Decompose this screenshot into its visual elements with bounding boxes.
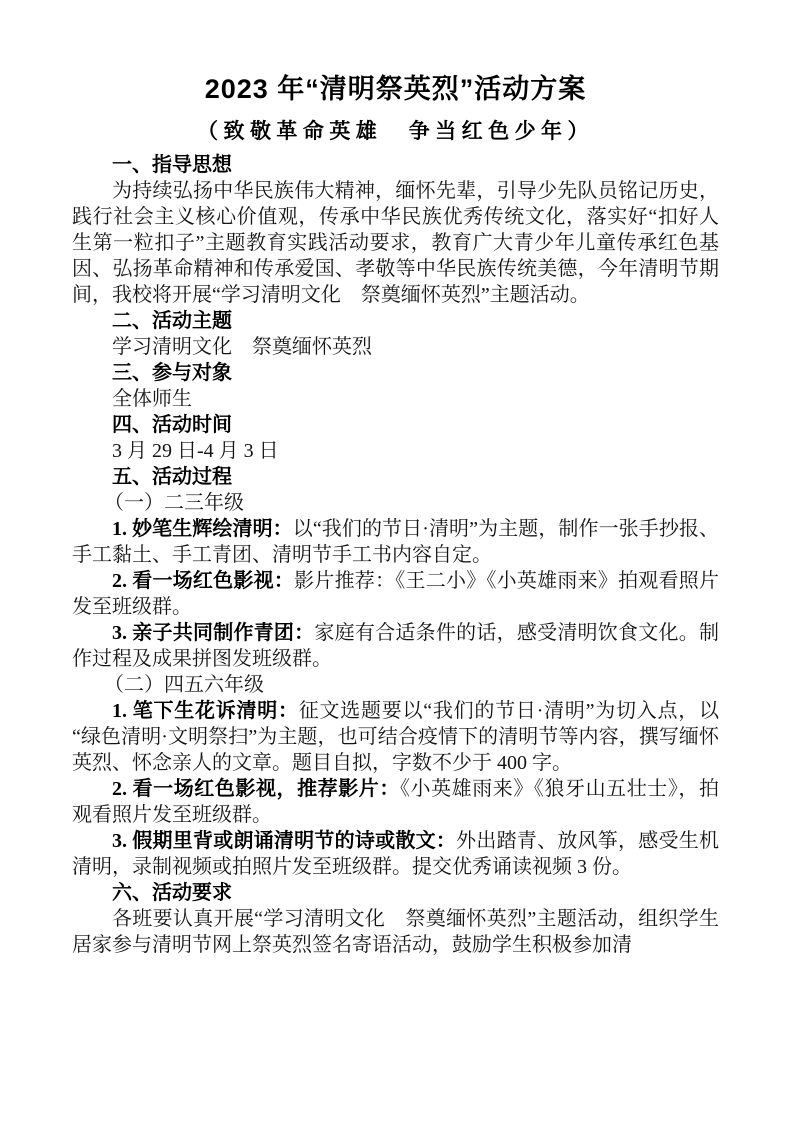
item-lead: 2. 看一场红色影视：	[112, 570, 295, 592]
text-activity-theme: 学习清明文化 祭奠缅怀英烈	[112, 336, 372, 358]
text-activity-time: 3 月 29 日-4 月 3 日	[112, 440, 279, 462]
heading-activity-process: 五、活动过程	[112, 466, 232, 488]
item-lead: 3. 假期里背或朗诵清明节的诗或散文：	[112, 830, 457, 852]
item-text: 征文选题要以“我们的节日·清明”为切入点，以“绿色清明·文明祭扫”为主题，也可结合疫情下的清明节等内容，撰写缅怀英烈、怀念亲人的文章。题目自拟，字数不少于 400 字。	[72, 700, 719, 774]
paragraph-guiding-ideology: 为持续弘扬中华民族伟大精神，缅怀先辈，引导少先队员铭记历史，践行社会主义核心价值观，传承中华民族优秀传统文化，落实好“扣好人生第一粒扣子”主题教育实践活动要求，教育广大青少年儿童传承红色基因、弘扬革命精神和传承爱国、孝敬等中华民族传统美德，今年清明节期间，我校将开展“学习清明文化 祭奠缅怀英烈”主题活动。	[72, 180, 719, 306]
heading-activity-time: 四、活动时间	[112, 414, 232, 436]
paragraph-activity-requirements: 各班要认真开展“学习清明文化 祭奠缅怀英烈”主题活动，组织学生居家参与清明节网上祭英烈签名寄语活动，鼓励学生积极参加清	[72, 908, 719, 956]
document-subtitle: （致敬革命英雄 争当红色少年）	[197, 119, 594, 143]
heading-participants: 三、参与对象	[112, 362, 232, 384]
list-item-grades456-3	[72, 828, 719, 880]
heading-activity-theme: 二、活动主题	[112, 310, 232, 332]
list-item-grades23-1	[72, 516, 719, 568]
item-lead: 2. 看一场红色影视，推荐影片：	[112, 778, 400, 800]
list-item-grades23-3	[72, 620, 719, 672]
heading-activity-requirements: 六、活动要求	[112, 882, 232, 904]
item-lead: 3. 亲子共同制作青团：	[112, 622, 315, 644]
list-item-grades456-1	[72, 698, 719, 776]
heading-guiding-ideology: 一、指导思想	[112, 154, 232, 176]
item-text: 家庭有合适条件的话，感受清明饮食文化。制作过程及成果拼图发班级群。	[72, 622, 720, 670]
item-text: 《小英雄雨来》《狼牙山五壮士》，拍观看照片发至班级群。	[72, 778, 720, 826]
item-lead: 1. 笔下生花诉清明：	[112, 700, 299, 722]
subheading-grades-2-3: （一）二三年级	[104, 492, 244, 514]
list-item-grades456-2	[72, 776, 719, 828]
item-text: 影片推荐：《王二小》《小英雄雨来》拍观看照片发至班级群。	[72, 570, 720, 618]
subheading-grades-4-6: （二）四五六年级	[104, 674, 264, 696]
item-text: 以“我们的节日·清明”为主题，制作一张手抄报、手工黏土、手工青团、清明节手工书内容自定。	[72, 518, 719, 566]
text-participants: 全体师生	[112, 388, 192, 410]
item-lead: 1. 妙笔生辉绘清明：	[112, 518, 293, 540]
list-item-grades23-2	[72, 568, 719, 620]
item-text: 外出踏青、放风筝，感受生机清明，录制视频或拍照片发至班级群。提交优秀诵读视频 3 份。	[72, 830, 720, 878]
document-title: 2023 年“清明祭英烈”活动方案	[204, 74, 587, 104]
